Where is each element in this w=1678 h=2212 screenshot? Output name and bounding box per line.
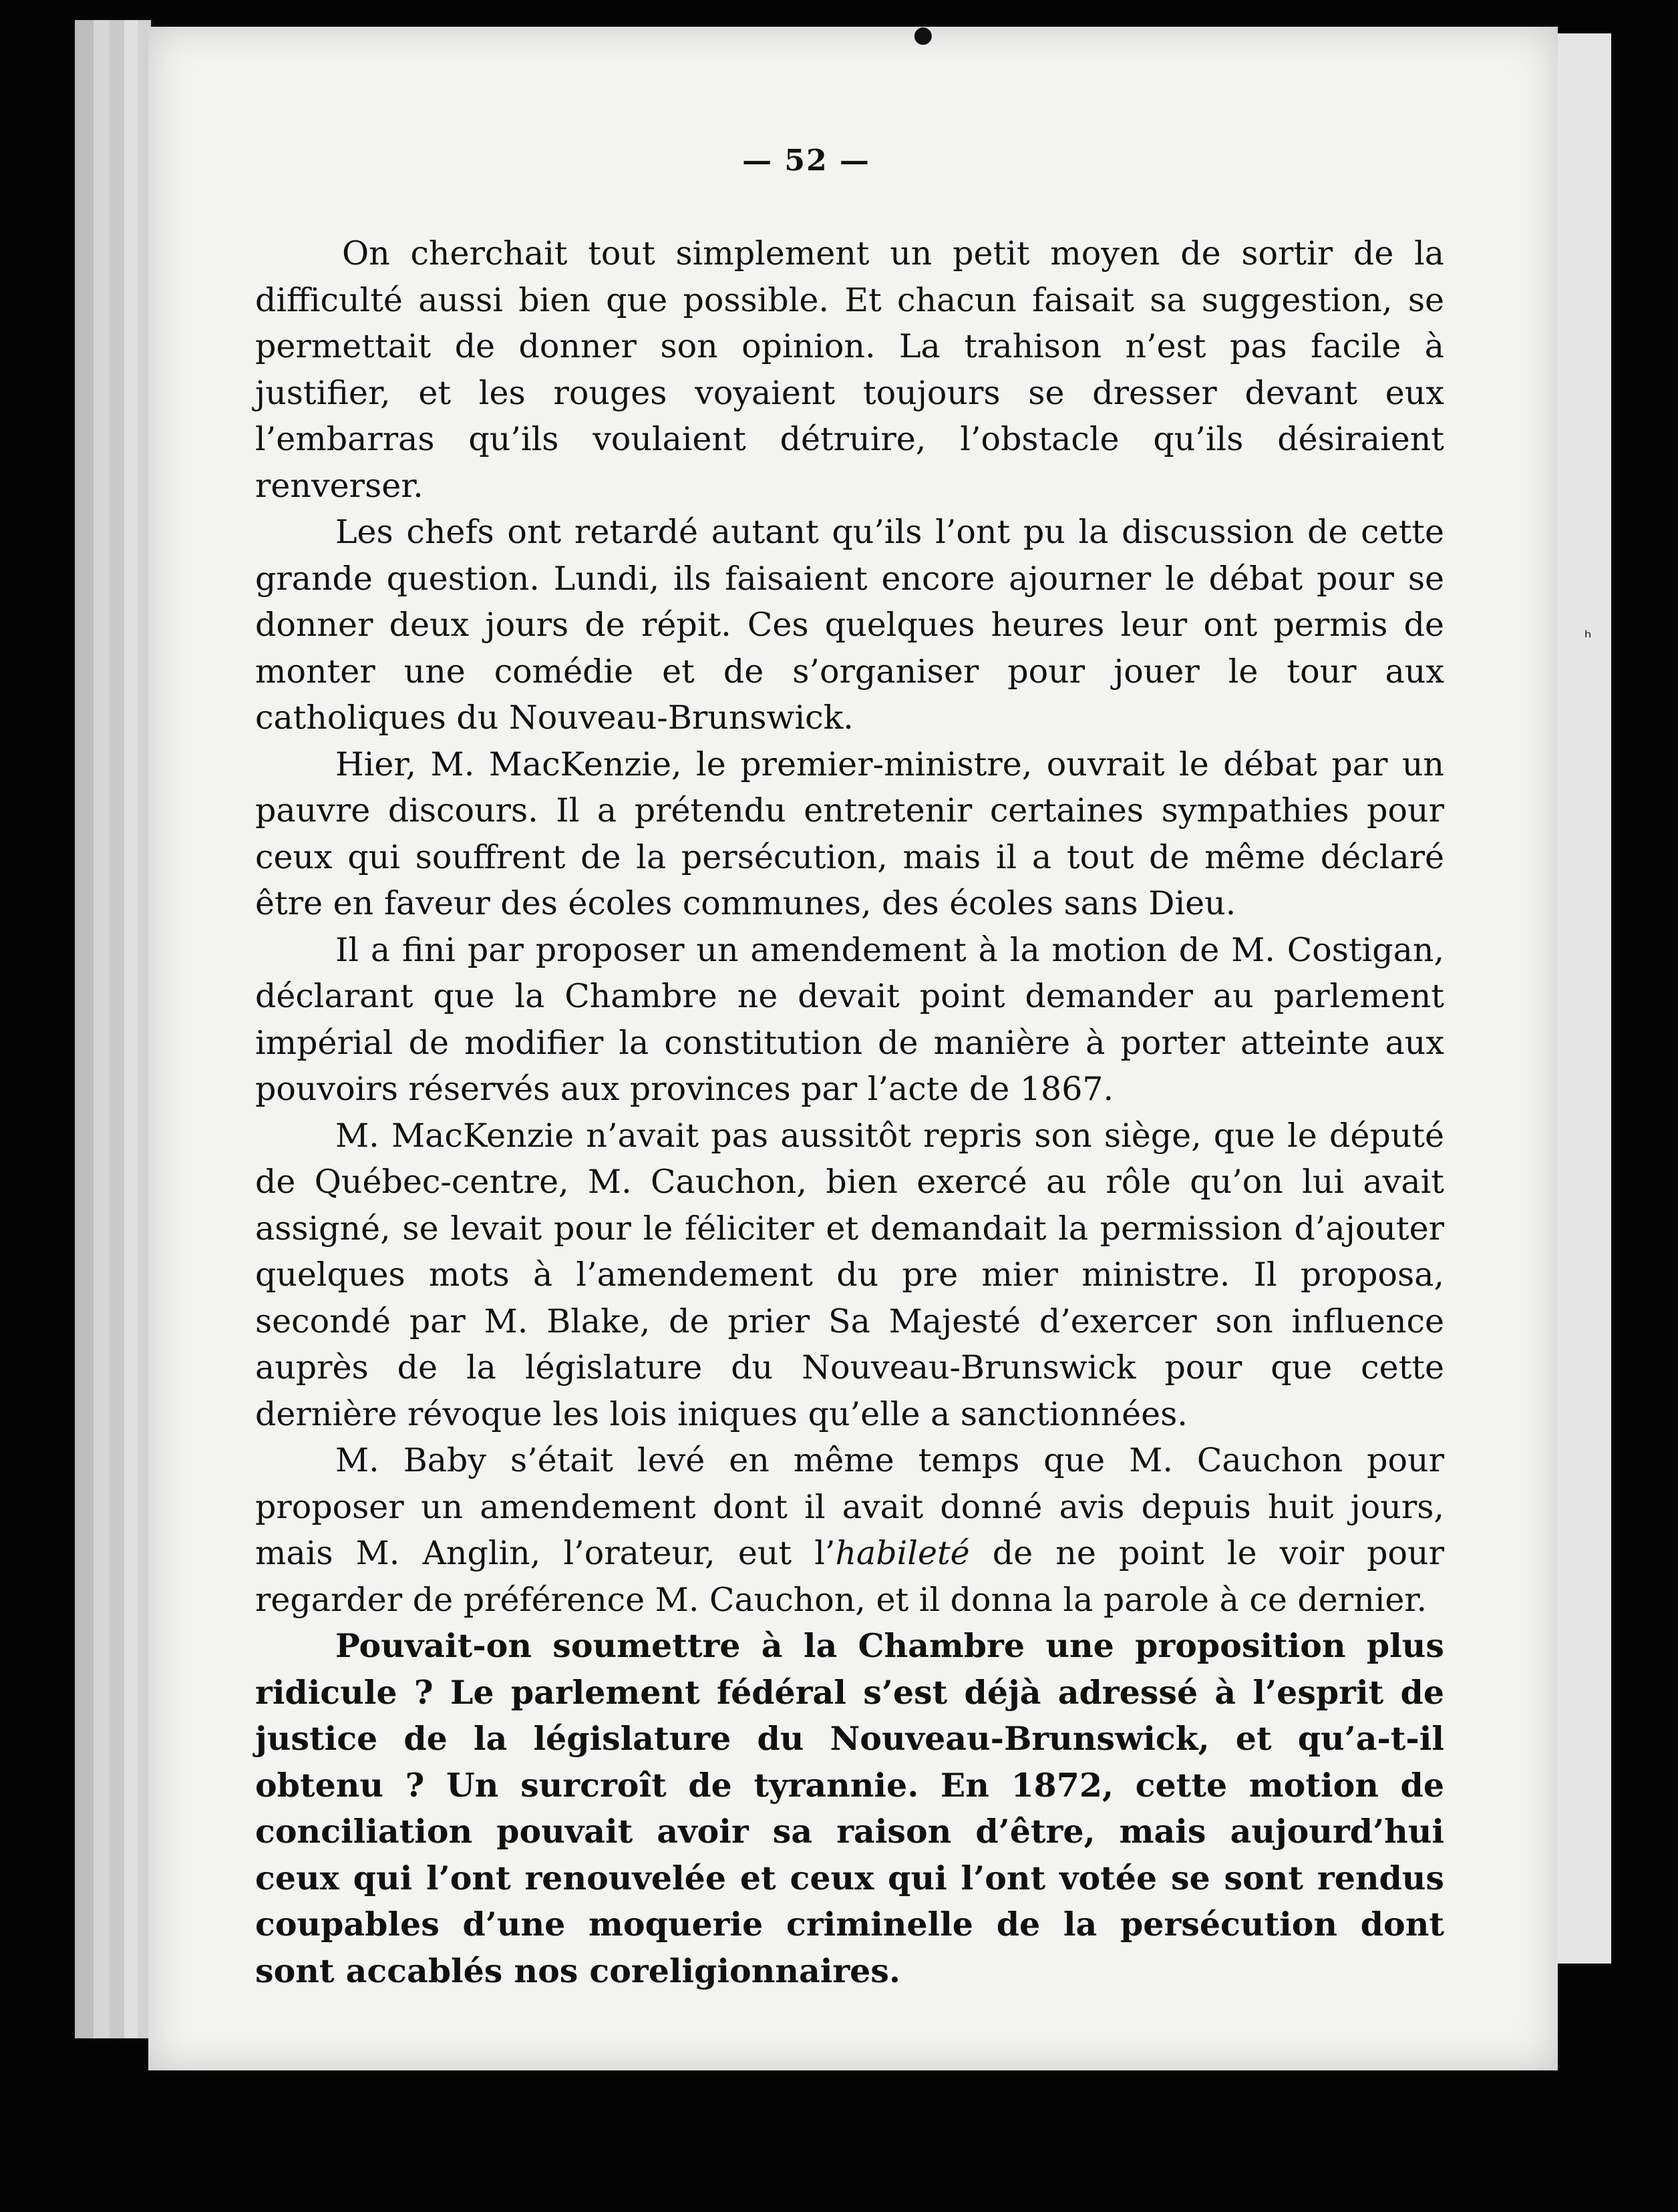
book-page: [148, 21, 1592, 2070]
margin-mark: ʰ: [1584, 628, 1592, 648]
page-number: — 52 —: [742, 144, 870, 178]
paragraph: Hier, M. MacKenzie, le premier-ministre, ouvrait le débat par un pauvre discours. Il a prétendu entretenir certaines sympathies pour ceux qui souffrent de la persécution, mais il a tout de même déclaré être en faveur des écoles communes, des écoles sans Dieu.: [255, 745, 1444, 922]
body-text: [255, 230, 1444, 1994]
paragraph: On cherchait tout simplement un petit moyen de sortir de la difficulté aussi bien que possible. Et chacun faisait sa suggestion, se permettait de donner son opinion. La trahison n’est pas facile à justifier, et les rouges voyaient toujours se dresser devant eux l’embarras qu’ils voulaient détruire, l’obstacle qu’ils désiraient renverser.: [255, 234, 1444, 505]
paragraph: M. MacKenzie n’avait pas aussitôt repris son siège, que le député de Québec-centre, M. Cauchon, bien exercé au rôle qu’on lui avait assigné, se levait pour le féliciter et demandait la permission d’ajouter quelques mots à l’amendement du pre mier ministre. Il proposa, secondé par M. Blake, de prier Sa Majesté d’exercer son influence auprès de la législature du Nouveau-Brunswick pour que cette dernière révoque les lois iniques qu’elle a sanctionnées.: [255, 1116, 1444, 1433]
paragraph: M. Baby s’était levé en même temps que M. Cauchon pour proposer un amendement dont il avait donné avis depuis huit jours, mais M. Anglin, l’orateur, eut l’habileté de ne point le voir pour regarder de préférence M. Cauchon, et il donna la parole à ce dernier.: [255, 1441, 1444, 1619]
paragraph: Les chefs ont retardé autant qu’ils l’ont pu la discussion de cette grande question. Lundi, ils faisaient encore ajourner le débat pour se donner deux jours de répit. Ces quelques heures leur ont permis de monter une comédie et de s’organiser pour jouer le tour aux catholiques du Nouveau-Brunswick.: [255, 513, 1444, 737]
ink-dot: ●: [913, 21, 933, 48]
paragraph: Il a fini par proposer un amendement à la motion de M. Costigan, déclarant que la Chambre ne devait point demander au parlement impérial de modifier la constitution de manière à porter atteinte aux pouvoirs réservés aux provinces par l’acte de 1867.: [255, 930, 1444, 1108]
paragraph: Pouvait-on soumettre à la Chambre une proposition plus ridicule ? Le parlement fédéral s’est déjà adressé à l’esprit de justice de la législature du Nouveau-Brunswick, et qu’a-t-il obtenu ? Un surcroît de tyrannie. En 1872, cette motion de conciliation pouvait avoir sa raison d’être, mais aujourd’hui ceux qui l’ont renouvelée et ceux qui l’ont votée se sont rendus coupables d’une moquerie criminelle de la persécution dont sont accablés nos coreligionnaires.: [255, 1626, 1444, 1990]
